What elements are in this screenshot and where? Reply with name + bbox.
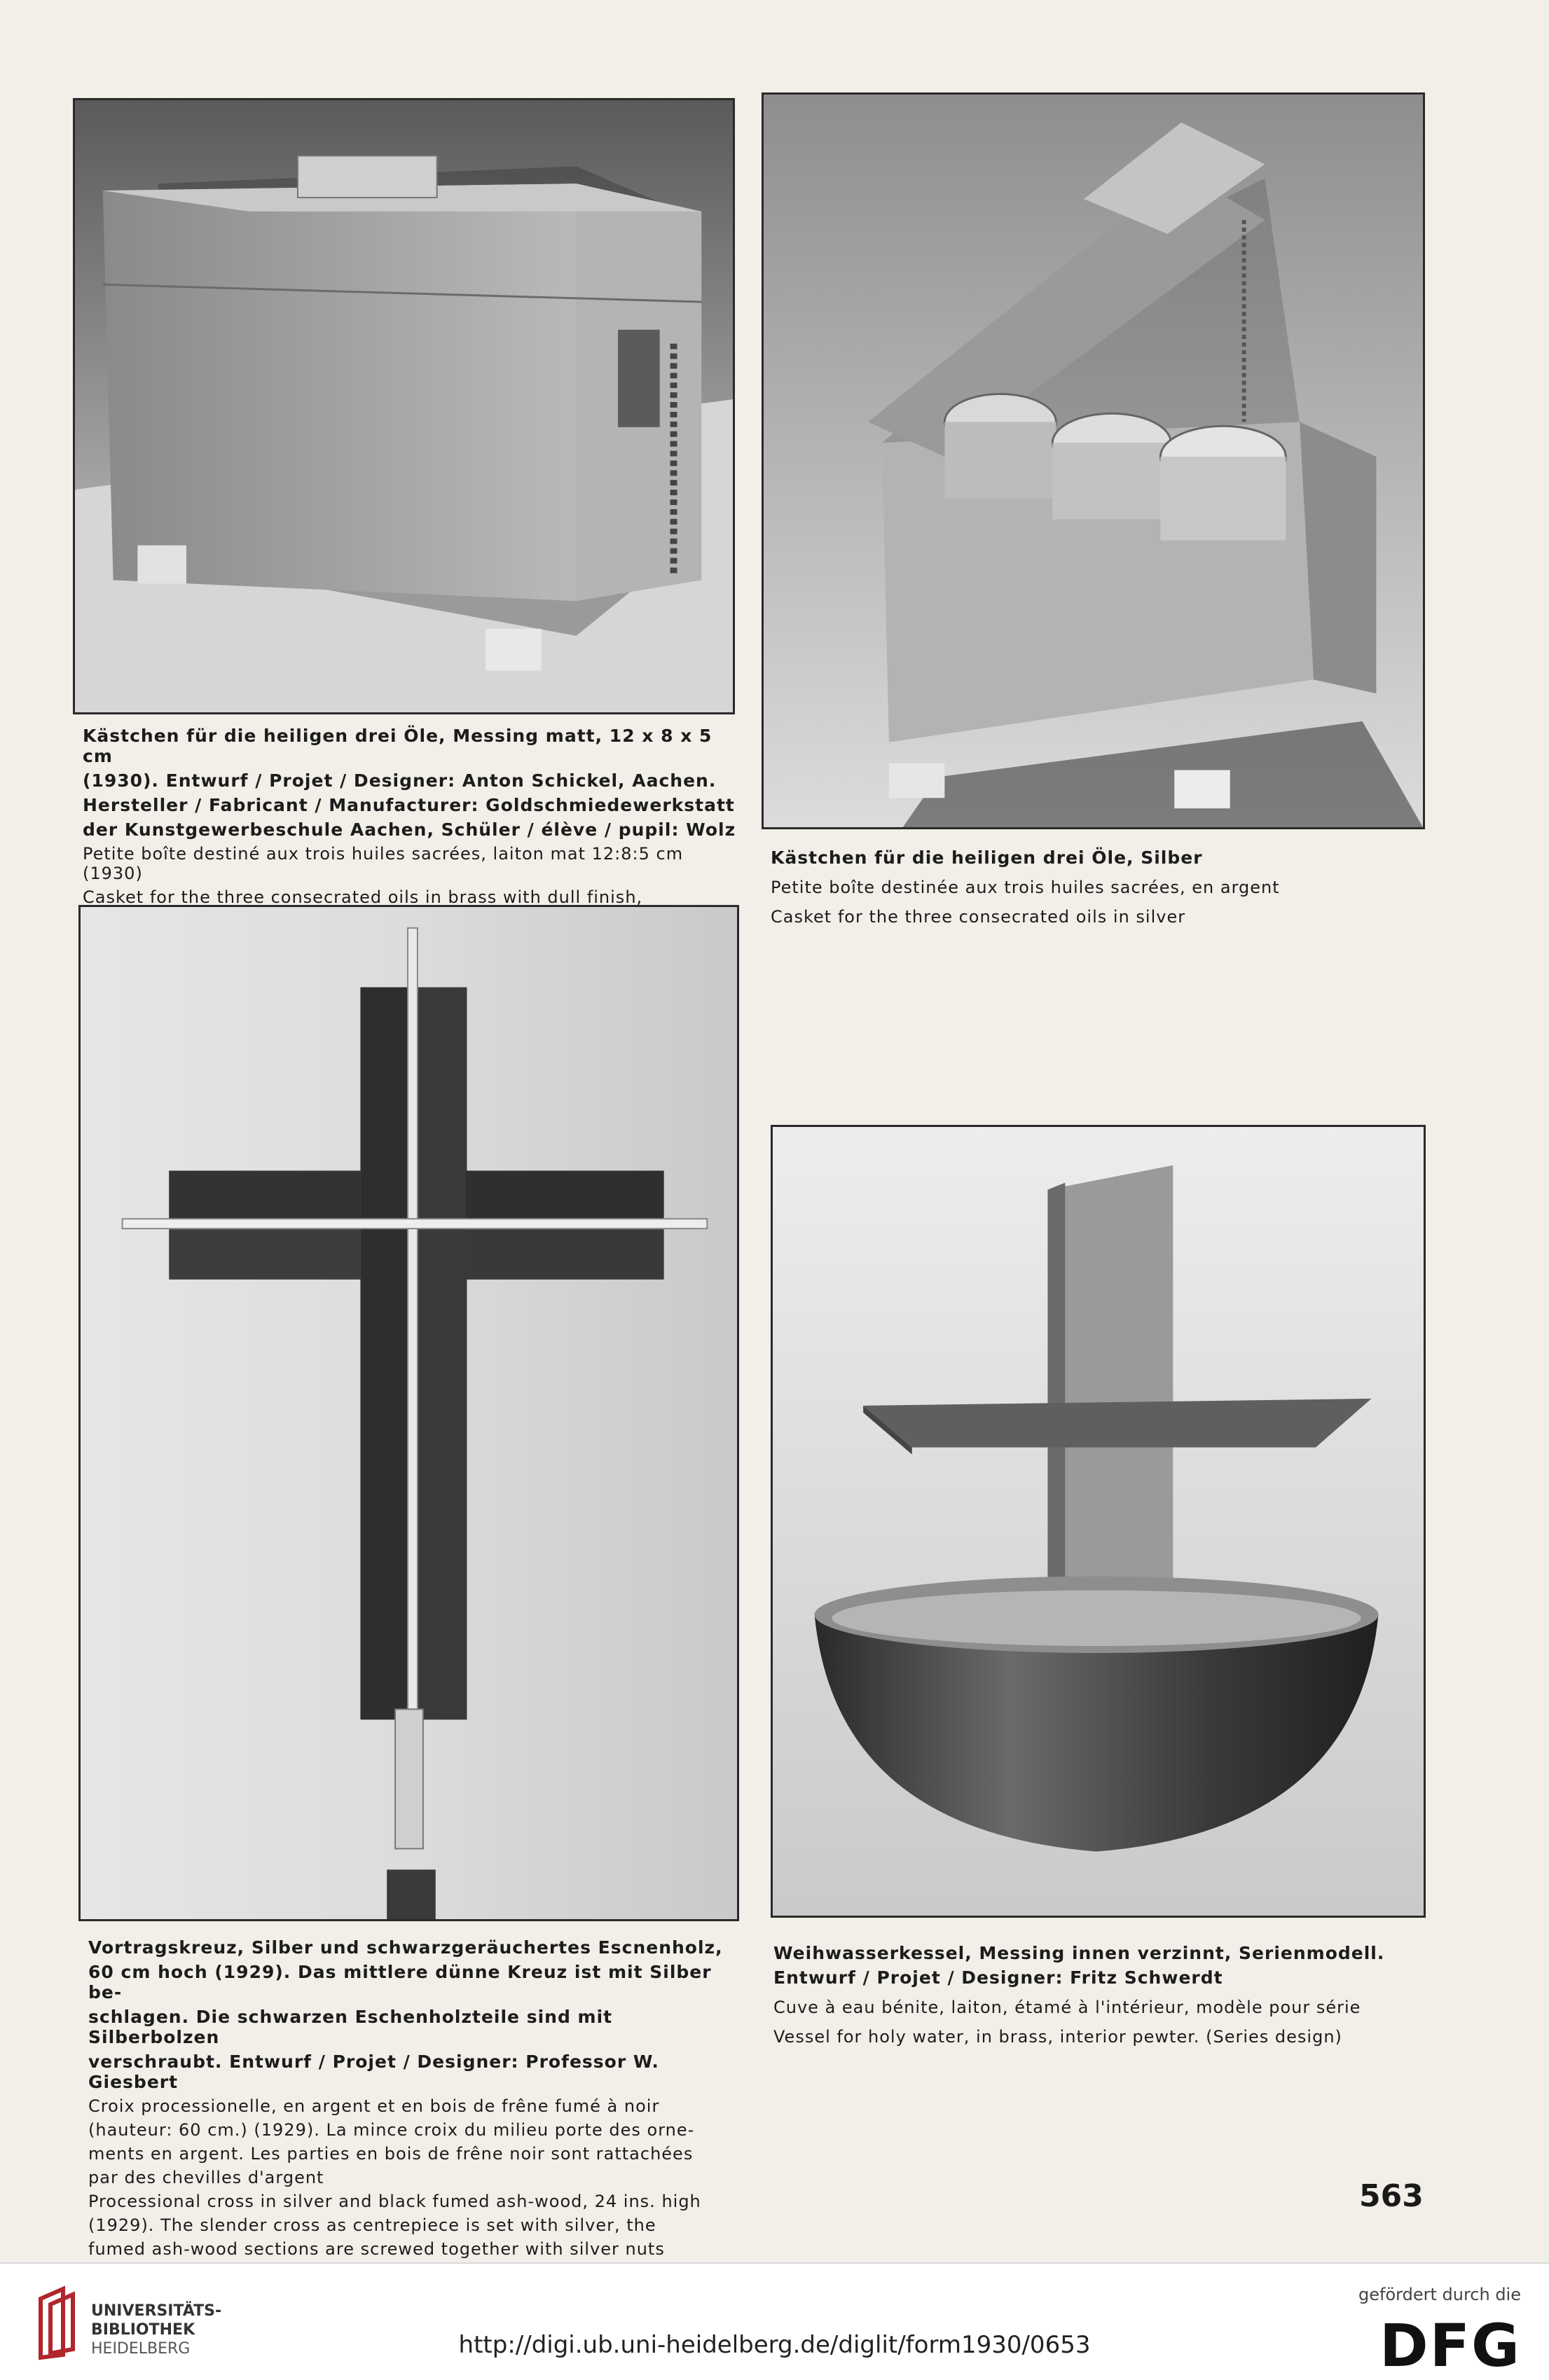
institution-line: BIBLIOTHEK [91, 2321, 195, 2339]
caption-french-line: ments en argent. Les parties en bois de frêne noir sont rattachées [88, 2144, 694, 2164]
caption-holy-water-vessel [773, 1943, 1432, 2051]
caption-title-line: Weihwasserkessel, Messing innen verzinnt, Serienmodell. [773, 1943, 1385, 1963]
holy-water-vessel-image [773, 1127, 1424, 1916]
caption-processional-cross [88, 1937, 747, 2263]
photo-holy-water-vessel [771, 1125, 1426, 1918]
caption-title-line: der Kunstgewerbeschule Aachen, Schüler / élève / pupil: Wolz [83, 819, 736, 840]
caption-title-line: Hersteller / Fabricant / Manufacturer: Goldschmiedewerkstatt [83, 795, 735, 815]
caption-title-line: Kästchen für die heiligen drei Öle, Messing matt, 12 x 8 x 5 cm [83, 726, 712, 766]
caption-french-line: (hauteur: 60 cm.) (1929). La mince croix du milieu porte des orne- [88, 2120, 695, 2140]
caption-english: Vessel for holy water, in brass, interior pewter. (Series design) [773, 2027, 1342, 2047]
caption-title-line: (1930). Entwurf / Projet / Designer: Anton Schickel, Aachen. [83, 770, 717, 791]
caption-english-line: Casket for the three consecrated oils in brass with dull finish, [83, 887, 643, 907]
caption-title: Kästchen für die heiligen drei Öle, Silber [771, 847, 1203, 868]
caption-french: Cuve à eau bénite, laiton, étamé à l'intérieur, modèle pour série [773, 1998, 1361, 2017]
caption-title-line: schlagen. Die schwarzen Eschenholzteile sind mit Silberbolzen [88, 2007, 613, 2047]
institution-line: UNIVERSITÄTS- [91, 2302, 222, 2320]
caption-french-line: par des chevilles d'argent [88, 2168, 324, 2187]
source-url-link[interactable]: http://digi.ub.uni-heidelberg.de/diglit/form1930/0653 [458, 2331, 1091, 2359]
caption-title-line: 60 cm hoch (1929). Das mittlere dünne Kreuz ist mit Silber be- [88, 1962, 712, 2002]
caption-title-line: verschraubt. Entwurf / Projet / Designer: Professor W. Giesbert [88, 2052, 659, 2092]
brass-casket-image [75, 100, 733, 712]
caption-title-line: Vortragskreuz, Silber und schwarzgeräuchertes Escnenholz, [88, 1937, 723, 1958]
caption-english-line: fumed ash-wood sections are screwed together with silver nuts [88, 2239, 665, 2259]
institution-line: HEIDELBERG [91, 2340, 191, 2358]
caption-brass-casket [83, 726, 741, 935]
caption-french-line: Croix processionelle, en argent et en bois de frêne fumé à noir [88, 2096, 660, 2116]
caption-french: Petite boîte destiné aux trois huiles sacrées, laiton mat 12:8:5 cm (1930) [83, 844, 684, 883]
support-text: gefördert durch die [1358, 2285, 1521, 2304]
photo-processional-cross [78, 905, 739, 1921]
caption-silver-casket [771, 847, 1422, 931]
page-number: 563 [1359, 2178, 1424, 2214]
silver-casket-image [764, 95, 1423, 827]
caption-title-line: Entwurf / Projet / Designer: Fritz Schwerdt [773, 1967, 1223, 1988]
caption-english-line: (1929). The slender cross as centrepiece is set with silver, the [88, 2215, 656, 2235]
dfg-logo: DFG [1379, 2311, 1521, 2380]
caption-english: Casket for the three consecrated oils in silver [771, 907, 1186, 927]
footer-bar [0, 2262, 1549, 2380]
caption-english-line: Processional cross in silver and black fumed ash-wood, 24 ins. high [88, 2192, 701, 2211]
photo-brass-casket [73, 98, 735, 714]
photo-silver-casket [762, 92, 1425, 829]
caption-french: Petite boîte destinée aux trois huiles sacrées, en argent [771, 878, 1280, 897]
processional-cross-image [81, 907, 737, 1919]
